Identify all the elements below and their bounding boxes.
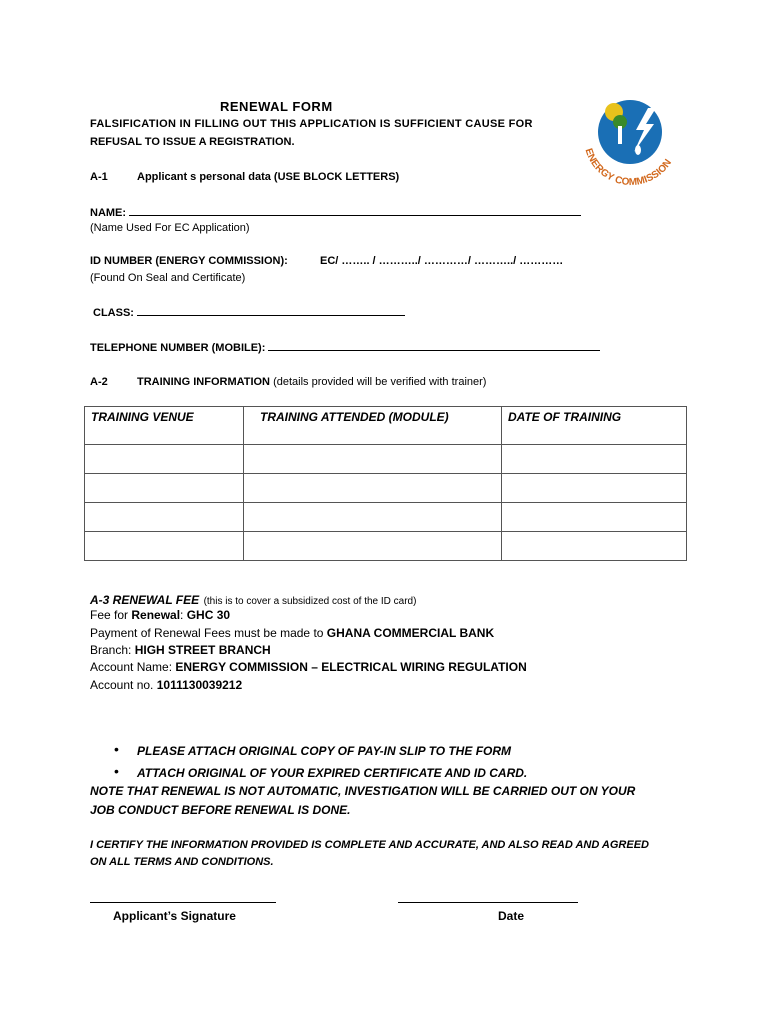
table-cell[interactable] — [85, 445, 244, 474]
section-a3-note: (this is to cover a subsidized cost of the ID card) — [203, 596, 417, 607]
id-number-note: (Found On Seal and Certificate) — [90, 272, 246, 284]
bullet-icon: • — [114, 741, 119, 757]
id-number-label: ID NUMBER (ENERGY COMMISSION): — [90, 255, 288, 267]
account-no-label: Account no. — [90, 678, 154, 692]
class-label: CLASS: — [93, 307, 134, 319]
certify-line-2: ON ALL TERMS AND CONDITIONS. — [90, 856, 274, 868]
telephone-label: TELEPHONE NUMBER (MOBILE): — [90, 342, 266, 354]
account-no-line — [90, 678, 242, 692]
warning-line-2: REFUSAL TO ISSUE A REGISTRATION. — [90, 136, 295, 148]
branch-line — [90, 643, 271, 657]
table-cell[interactable] — [244, 532, 502, 561]
section-a3-heading: A-3 RENEWAL FEE — [90, 593, 200, 607]
instruction-1: PLEASE ATTACH ORIGINAL COPY OF PAY-IN SLIP TO THE FORM — [137, 744, 512, 758]
branch-label: Branch: — [90, 643, 132, 657]
name-label: NAME: — [90, 207, 127, 219]
table-cell[interactable] — [244, 474, 502, 503]
table-cell[interactable] — [502, 445, 687, 474]
section-a2-heading: TRAINING INFORMATION — [137, 376, 271, 388]
table-cell[interactable] — [244, 503, 502, 532]
payment-line — [90, 626, 494, 640]
table-row — [85, 503, 687, 532]
account-name-line — [90, 660, 527, 674]
table-row — [85, 532, 687, 561]
table-cell[interactable] — [502, 532, 687, 561]
logo-text: ENERGY COMMISSION — [582, 147, 674, 189]
section-a2-note: (details provided will be verified with trainer) — [273, 376, 487, 388]
page-title: RENEWAL FORM — [220, 99, 333, 114]
fee-bold: Renewal — [131, 608, 181, 622]
payment-text: Payment of Renewal Fees must be made to — [90, 626, 324, 640]
table-cell[interactable] — [85, 474, 244, 503]
class-input-line[interactable] — [137, 305, 405, 316]
table-cell[interactable] — [502, 474, 687, 503]
fee-line: Fee for Renewal: GHC 30 — [90, 608, 231, 622]
table-cell[interactable] — [85, 503, 244, 532]
energy-commission-logo — [570, 98, 690, 198]
name-field[interactable] — [90, 205, 581, 219]
signature-label: Applicant’s Signature — [113, 909, 236, 923]
certify-line-1: I CERTIFY THE INFORMATION PROVIDED IS COMPLETE AND ACCURATE, AND ALSO READ AND AGREED — [90, 839, 649, 851]
section-a2-heading-wrap — [137, 376, 486, 388]
account-name-label: Account Name: — [90, 660, 173, 674]
table-header-row — [85, 407, 687, 445]
warning-line-1: FALSIFICATION IN FILLING OUT THIS APPLICATION IS SUFFICIENT CAUSE FOR — [90, 118, 533, 130]
account-name: ENERGY COMMISSION – ELECTRICAL WIRING REGULATION — [175, 660, 527, 674]
signature-line[interactable] — [90, 892, 276, 903]
class-field[interactable] — [93, 305, 405, 319]
account-no: 1011130039212 — [156, 678, 243, 692]
note-line-2: JOB CONDUCT BEFORE RENEWAL IS DONE. — [90, 803, 351, 817]
id-number-field[interactable]: EC/ …….. / ………../ …………/ ………../ ………… — [320, 255, 564, 267]
branch-name: HIGH STREET BRANCH — [134, 643, 271, 657]
fee-label: Fee for — [90, 608, 129, 622]
bullet-icon: • — [114, 763, 119, 779]
section-a3-heading-wrap — [90, 591, 416, 609]
name-note: (Name Used For EC Application) — [90, 222, 250, 234]
telephone-input-line[interactable] — [268, 340, 600, 351]
section-a1-heading: Applicant s personal data (USE BLOCK LETTERS) — [137, 171, 400, 183]
table-cell[interactable] — [502, 503, 687, 532]
column-header-date: DATE OF TRAINING — [502, 407, 687, 445]
bank-name: GHANA COMMERCIAL BANK — [326, 626, 495, 640]
section-a2-code: A-2 — [90, 376, 108, 388]
table-cell[interactable] — [85, 532, 244, 561]
flame-icon — [635, 145, 641, 155]
column-header-venue: TRAINING VENUE — [85, 407, 244, 445]
table-row — [85, 474, 687, 503]
date-line[interactable] — [398, 892, 578, 903]
instruction-2: ATTACH ORIGINAL OF YOUR EXPIRED CERTIFICATE AND ID CARD. — [137, 766, 528, 780]
section-a1-code: A-1 — [90, 171, 108, 183]
training-table — [84, 406, 687, 561]
table-cell[interactable] — [244, 445, 502, 474]
table-row — [85, 445, 687, 474]
telephone-field[interactable] — [90, 340, 600, 354]
date-label: Date — [498, 909, 525, 923]
fee-value: GHC 30 — [186, 608, 231, 622]
note-line-1: NOTE THAT RENEWAL IS NOT AUTOMATIC, INVESTIGATION WILL BE CARRIED OUT ON YOUR — [90, 784, 636, 798]
column-header-module: TRAINING ATTENDED (MODULE) — [244, 407, 502, 445]
name-input-line[interactable] — [129, 205, 581, 216]
